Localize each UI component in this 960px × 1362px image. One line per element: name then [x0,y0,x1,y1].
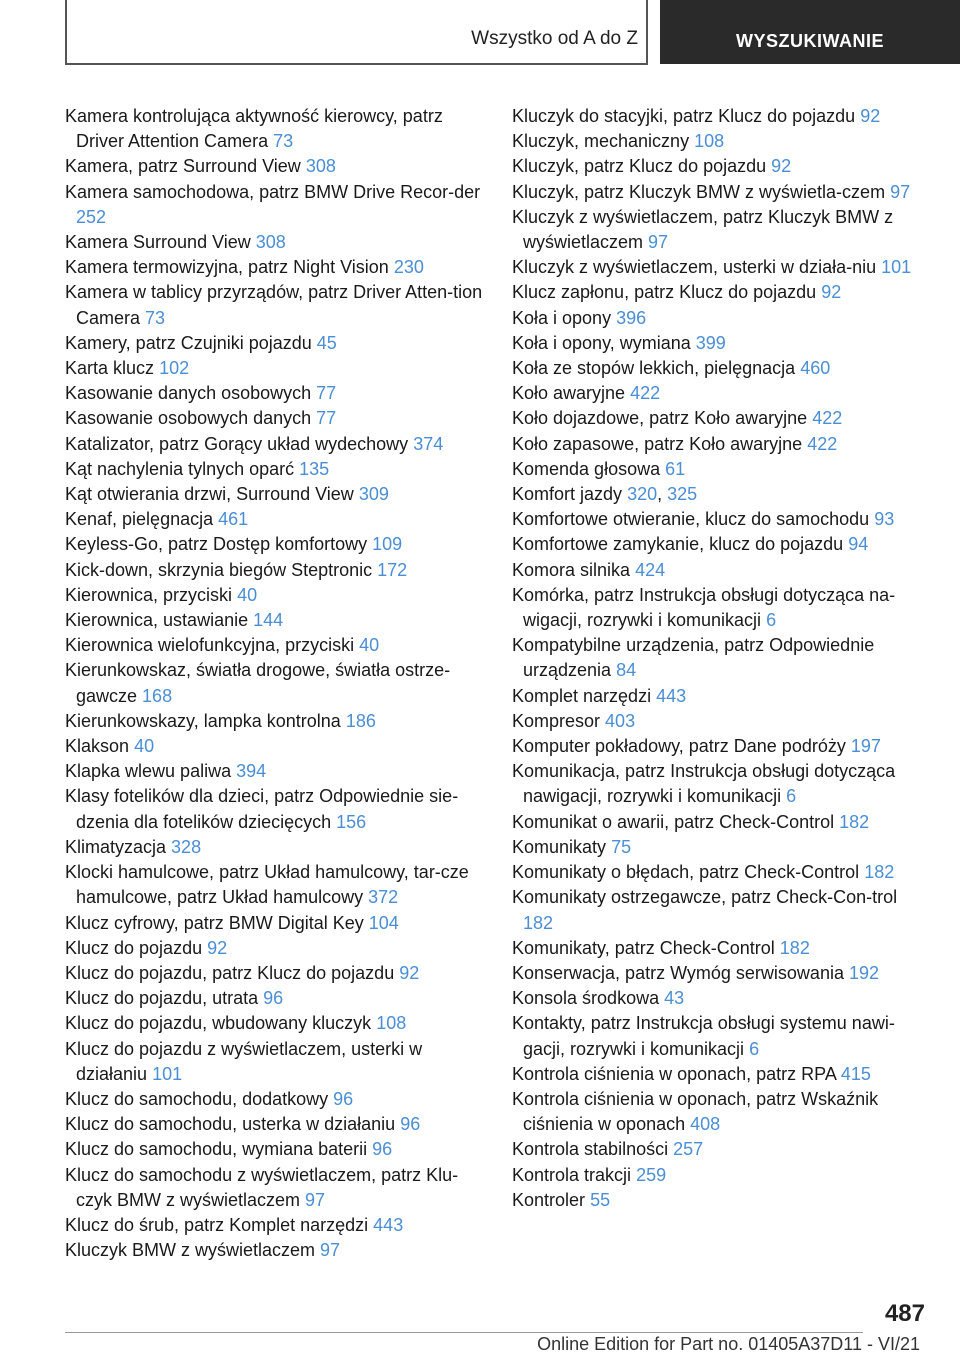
index-entry-term: Koło dojazdowe, patrz Koło awaryjne [512,408,808,429]
index-entry-term: Klucz do pojazdu, utrata [65,988,259,1009]
page-link[interactable]: 92 [399,962,420,983]
index-entry-term: Kontroler [512,1189,586,1210]
index-entry-term: Komunikaty ostrzegawcze, patrz Check-Con-trol [512,887,898,908]
index-entry-term: Klucz do samochodu z wyświetlaczem, patrz Klu-czyk BMW z wyświetlaczem [65,1164,459,1210]
index-entry [512,306,932,331]
index-entry [512,180,932,205]
index-entry-term: Koła ze stopów lekkich, pielęgnacja [512,358,796,379]
page-link[interactable]: 93 [874,509,895,530]
index-entry [512,986,932,1011]
index-entry [512,507,932,532]
index-entry-term: Komunikaty [512,836,607,857]
index-entry-term: Kompatybilne urządzenia, patrz Odpowiednie urządzenia [512,635,875,681]
index-entry [512,759,932,809]
index-entry-term: Kluczyk, mechaniczny [512,131,690,152]
index-entry [512,709,932,734]
page-link[interactable]: 422 [807,433,838,454]
index-entry-term: Klucz do śrub, patrz Komplet narzędzi [65,1214,369,1235]
search-tab-label: WYSZUKIWANIE [736,30,884,51]
index-entry-term: Kluczyk z wyświetlaczem, usterki w działa-niu [512,257,877,278]
index-entry [512,558,932,583]
page-link[interactable]: 197 [850,736,881,757]
index-entry-term: Kierownica wielofunkcyjna, przyciski [65,635,355,656]
index-entry-term: Kontrola trakcji [512,1164,632,1185]
index-entry-term: Klucz do samochodu, usterka w działaniu [65,1114,396,1135]
index-entry [512,532,932,557]
page-link[interactable]: 415 [840,1063,871,1084]
page-link[interactable]: 6 [749,1038,760,1059]
page-link[interactable]: 394 [236,761,267,782]
index-entry [65,558,485,583]
page-link[interactable]: 168 [142,685,173,706]
index-entry [512,835,932,860]
page-link[interactable]: 424 [635,559,666,580]
page-link[interactable]: 96 [333,1088,354,1109]
section-title: Wszystko od A do Z [471,28,638,49]
index-column-left [65,104,485,1263]
index-entry [65,331,485,356]
index-entry [512,961,932,986]
index-entry-term: Kontrola stabilności [512,1139,669,1160]
page-link[interactable]: 97 [305,1189,326,1210]
index-entry-term: Konsola środkowa [512,988,660,1009]
page-link[interactable]: 55 [590,1189,611,1210]
index-entry [65,608,485,633]
index-entry [65,104,485,154]
page-link[interactable]: 182 [779,937,810,958]
index-entry-term: Kontrola ciśnienia w oponach, patrz Wskaźnik ciśnienia w oponach [512,1088,879,1135]
index-entry [512,885,932,935]
index-entry-term: Komenda głosowa [512,458,661,479]
index-entry-term: Kamera termowizyjna, patrz Night Vision [65,257,389,278]
index-entry [65,507,485,532]
index-entry [65,936,485,961]
index-entry-term: Komunikaty o błędach, patrz Check-Control [512,862,860,883]
search-tab[interactable] [660,0,960,64]
page-number: 487 [884,1300,925,1327]
page-link[interactable]: 43 [664,988,685,1009]
index-entry-term: Komora silnika [512,559,631,580]
index-entry [512,633,932,683]
index-entry [512,936,932,961]
index-entry-term: Kąt nachylenia tylnych oparć [65,458,295,479]
index-entry [65,709,485,734]
index-entry [65,255,485,280]
header-rule-bottom [65,63,648,65]
page-link[interactable]: 75 [611,836,632,857]
index-entry-term: Klocki hamulcowe, patrz Układ hamulcowy, tar-cze hamulcowe, patrz Układ hamulcowy [65,862,469,908]
page-link[interactable]: 396 [616,307,647,328]
index-entry [512,860,932,885]
page-link[interactable]: 460 [800,358,831,379]
page-link[interactable]: 6 [766,610,777,631]
index-entry [65,986,485,1011]
index-entry-term: Klakson [65,736,130,757]
page-link[interactable]: 73 [145,307,166,328]
page-link[interactable]: 308 [255,232,286,253]
index-entry-term: Katalizator, patrz Gorący układ wydechowy [65,433,409,454]
index-entry-term: Kluczyk do stacyjki, patrz Klucz do pojazdu [512,106,856,126]
index-entry [65,1163,485,1213]
index-entry-term: Komunikacja, patrz Instrukcja obsługi dotycząca nawigacji, rozrywki i komunikacji [512,761,896,807]
page-link[interactable]: 461 [218,509,249,530]
index-entry [512,154,932,179]
page-link[interactable]: 77 [316,383,337,404]
page-link[interactable]: 259 [636,1164,667,1185]
page-link[interactable]: 84 [616,660,637,681]
index-entry [65,759,485,784]
index-entry-term: Klapka wlewu paliwa [65,761,232,782]
page-link[interactable]: 230 [393,257,424,278]
index-entry [512,1062,932,1087]
index-entry-term: Kontrola ciśnienia w oponach, patrz RPA [512,1063,836,1084]
page-link[interactable]: 372 [368,887,399,908]
index-entry-term: Kluczyk, patrz Klucz do pojazdu [512,156,767,177]
index-entry [65,658,485,708]
page-link[interactable]: 40 [237,584,258,605]
index-entry-term: Komunikat o awarii, patrz Check-Control [512,811,835,832]
index-entry-term: Kamera Surround View [65,232,251,253]
index-entry-term: Kierownica, przyciski [65,584,233,605]
index-entry [65,1137,485,1162]
index-entry [65,532,485,557]
page-link[interactable]: 144 [253,610,284,631]
page-link[interactable]: 92 [207,937,228,958]
index-entry [65,1112,485,1137]
page-link[interactable]: 96 [263,988,284,1009]
index-entry [512,255,932,280]
page-link[interactable]: 77 [316,408,337,429]
index-entry-term: Klucz cyfrowy, patrz BMW Digital Key [65,912,364,933]
index-entry-term: Kamery, patrz Czujniki pojazdu [65,332,312,353]
index-entry-term: Komfortowe zamykanie, klucz do pojazdu [512,534,844,555]
index-column-right [512,104,932,1213]
index-entry-term: Klucz do pojazdu, patrz Klucz do pojazdu [65,962,395,983]
index-entry-term: Koła i opony [512,307,612,328]
index-entry-term: Kluczyk z wyświetlaczem, patrz Kluczyk BMW z wyświetlaczem [512,206,894,253]
index-entry [512,810,932,835]
page-link[interactable]: 101 [881,257,912,278]
index-entry [65,734,485,759]
page-link[interactable]: 40 [134,736,155,757]
index-entry [65,784,485,834]
index-entry-term: Koła i opony, wymiana [512,332,691,353]
index-entry-term: Kąt otwierania drzwi, Surround View [65,484,354,505]
header-rule-middle [646,0,648,64]
index-entry [512,356,932,381]
page-link[interactable]: 61 [665,458,686,479]
page-link[interactable]: 408 [690,1114,721,1135]
page-link[interactable]: 156 [336,811,367,832]
index-entry [65,1087,485,1112]
page-link[interactable]: 92 [821,282,842,303]
index-entry-term: Kontakty, patrz Instrukcja obsługi systemu nawi-gacji, rozrywki i komunikacji [512,1013,895,1059]
index-entry-term: Klucz do samochodu, dodatkowy [65,1088,329,1109]
page-link[interactable]: 97 [320,1240,341,1261]
index-entry [65,633,485,658]
index-entry-term: Komórka, patrz Instrukcja obsługi dotycząca na-wigacji, rozrywki i komunikacji [512,584,896,631]
index-entry [65,583,485,608]
index-entry-term: Kasowanie osobowych danych [65,408,312,429]
page-link[interactable]: 192 [848,962,880,983]
index-entry [512,684,932,709]
index-entry [512,432,932,457]
index-entry-term: Konserwacja, patrz Wymóg serwisowania [512,962,844,983]
index-entry-term: Karta klucz [65,358,155,379]
page-link[interactable]: 108 [376,1013,407,1034]
page-link[interactable]: 92 [771,156,792,177]
index-entry [65,860,485,910]
footer-edition: Online Edition for Part no. 01405A37D11 - VI/21 [537,1334,920,1354]
index-entry [512,1163,932,1188]
page-link[interactable]: 97 [890,181,911,202]
index-entry-term: Kick-down, skrzynia biegów Steptronic [65,559,373,580]
page-link[interactable]: 308 [305,156,336,177]
page-link[interactable]: 96 [400,1114,421,1135]
page-link[interactable]: 182 [864,862,895,883]
index-entry-term: Kasowanie danych osobowych [65,383,312,404]
index-entry [512,381,932,406]
index-entry-term: Klasy fotelików dla dzieci, patrz Odpowiednie sie-dzenia dla fotelików dziecięcych [65,786,459,832]
index-entry-term: Kamera samochodowa, patrz BMW Drive Recor-der [65,181,481,202]
page-link[interactable]: 182 [839,811,870,832]
index-entry [65,406,485,431]
page-link[interactable]: 443 [373,1214,404,1235]
page-link[interactable]: 6 [786,786,797,807]
page-link[interactable]: 443 [656,685,687,706]
page-link[interactable]: 325 [667,484,698,505]
page-link[interactable]: 92 [860,106,881,126]
index-entry-term: Kluczyk BMW z wyświetlaczem [65,1240,316,1261]
page-link[interactable]: 399 [695,332,726,353]
index-entry-term: Kenaf, pielęgnacja [65,509,214,530]
index-entry [512,129,932,154]
page-link[interactable]: 403 [605,710,636,731]
page-link[interactable]: 422 [812,408,843,429]
index-entry-term: Kompresor [512,710,601,731]
page-link[interactable]: 135 [299,458,330,479]
index-entry [65,835,485,860]
page-link[interactable]: 374 [413,433,444,454]
page-link[interactable]: 104 [368,912,399,933]
page-link[interactable]: 101 [152,1063,183,1084]
index-entry [65,1011,485,1036]
index-entry [512,331,932,356]
index-entry [512,734,932,759]
page-link[interactable]: 73 [273,131,294,152]
index-entry [65,961,485,986]
index-entry-term: Kamera w tablicy przyrządów, patrz Driver Atten-tion Camera [65,282,483,328]
index-entry-term: Komplet narzędzi [512,685,652,706]
index-entry [512,1188,932,1213]
index-entry-term: Klimatyzacja [65,836,167,857]
index-entry-term: Kluczyk, patrz Kluczyk BMW z wyświetla-czem [512,181,886,202]
index-entry [65,482,485,507]
index-entry-term: Klucz do pojazdu z wyświetlaczem, usterki w działaniu [65,1038,423,1084]
index-entry-term: Komunikaty, patrz Check-Control [512,937,775,958]
index-entry [65,381,485,406]
page-link[interactable]: 109 [372,534,403,555]
index-entry-term: Kamera, patrz Surround View [65,156,301,177]
index-entry [65,1213,485,1238]
index-entry [65,230,485,255]
index-entry [65,911,485,936]
index-entry-term: Komputer pokładowy, patrz Dane podróży [512,736,846,757]
index-entry [512,205,932,255]
index-entry-term: Komfort jazdy [512,484,623,505]
index-entry [65,1037,485,1087]
index-entry [512,457,932,482]
index-entry: Komfort jazdy 320, 325 [512,484,698,505]
index-entry [512,406,932,431]
page-link[interactable]: 257 [673,1139,704,1160]
page-link[interactable]: 172 [377,559,408,580]
page-link[interactable]: 186 [345,710,376,731]
index-entry-term: Koło zapasowe, patrz Koło awaryjne [512,433,803,454]
index-entry [65,280,485,330]
page-link[interactable]: 328 [171,836,202,857]
index-entry-term: Koło awaryjne [512,383,626,404]
index-entry [65,457,485,482]
index-entry-term: Kierunkowskaz, światła drogowe, światła ostrze-gawcze [65,660,451,706]
index-entry-term: Klucz do samochodu, wymiana baterii [65,1139,368,1160]
page-link[interactable]: 94 [848,534,869,555]
page-link[interactable]: 182 [523,912,554,933]
index-entry [65,1238,485,1263]
index-entry-term: Klucz do pojazdu, wbudowany kluczyk [65,1013,372,1034]
index-entry [65,180,485,230]
index-entry [65,356,485,381]
index-entry-term: Kamera kontrolująca aktywność kierowcy, patrz Driver Attention Camera [65,106,443,152]
page-link[interactable]: 40 [359,635,380,656]
page-link[interactable]: 108 [694,131,725,152]
index-entry-term: Klucz zapłonu, patrz Klucz do pojazdu [512,282,817,303]
index-entry [512,1011,932,1061]
page-link[interactable]: 96 [372,1139,393,1160]
index-entry-term: Kierownica, ustawianie [65,610,249,631]
footer-rule [65,1332,863,1333]
page-link[interactable]: 422 [630,383,661,404]
page-link[interactable]: 252 [76,206,107,227]
index-entry [65,154,485,179]
index-entry-term: Kierunkowskazy, lampka kontrolna [65,710,341,731]
page-link[interactable]: 102 [159,358,190,379]
page-link[interactable]: 97 [648,232,669,253]
index-entry-term: Komfortowe otwieranie, klucz do samochodu [512,509,870,530]
header-rule-left [65,0,67,64]
index-entry [512,104,932,129]
index-entry [512,280,932,305]
index-entry [65,432,485,457]
page-link[interactable]: 45 [316,332,337,353]
index-entry [512,583,932,633]
index-entry [512,1137,932,1162]
page-link[interactable]: 320 [627,484,658,505]
index-entry-term: Keyless-Go, patrz Dostęp komfortowy [65,534,368,555]
page-link[interactable]: 309 [358,484,389,505]
index-entry [512,1087,932,1137]
index-entry-term: Klucz do pojazdu [65,937,203,958]
